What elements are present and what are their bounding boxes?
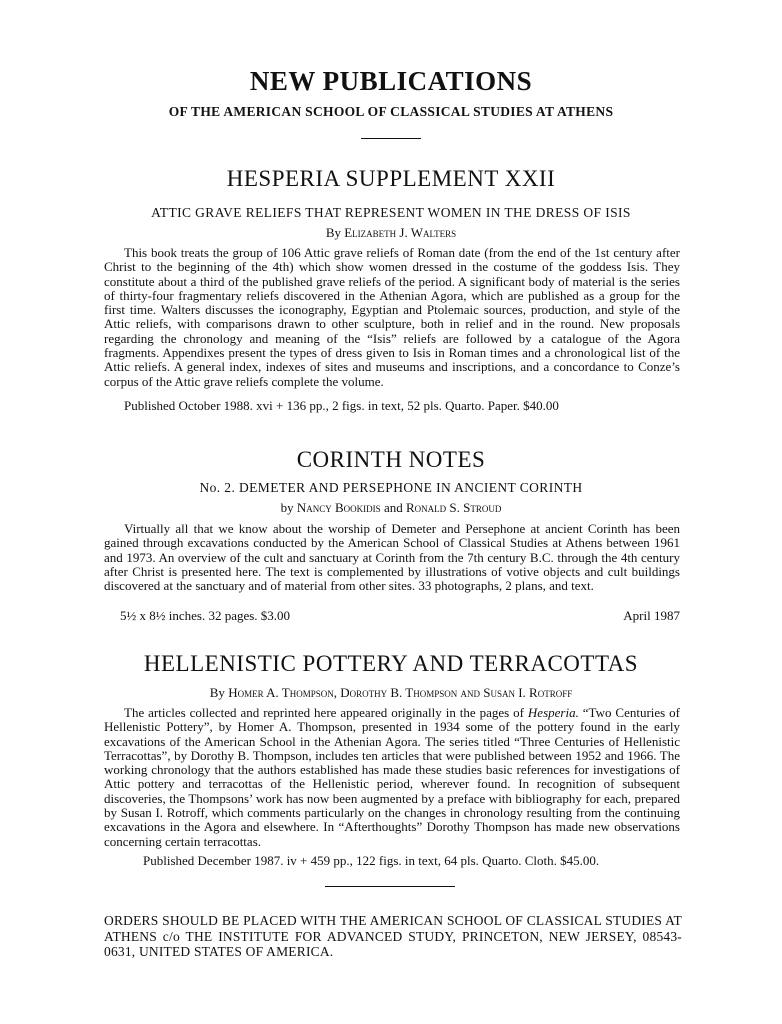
byline-prefix: By (325, 225, 341, 240)
ordering-information: ORDERS SHOULD BE PLACED WITH THE AMERICAN SCHOOL OF CLASSICAL STUDIES AT ATHENS c/o THE INSTITUTE FOR ADVANCED STUDY, PRINCETON, NEW JERSEY, 08543-0631, UNITED STATES OF AMERICA. (104, 913, 682, 959)
hesperia-publication-info: Published October 1988. xvi + 136 pp., 2 figs. in text, 52 pls. Quarto. Paper. $40.00 (124, 398, 559, 413)
byline-author-1: Nancy Bookidis (296, 500, 381, 515)
page-title: NEW PUBLICATIONS (249, 66, 533, 96)
corinth-date: April 1987 (623, 608, 680, 623)
corinth-subtitle: No. 2. DEMETER AND PERSEPHONE IN ANCIENT CORINTH (199, 480, 583, 495)
header-divider (361, 138, 421, 139)
page-subtitle: OF THE AMERICAN SCHOOL OF CLASSICAL STUDIES AT ATHENS (168, 104, 614, 119)
journal-title: Hesperia. (527, 705, 579, 720)
hesperia-description: This book treats the group of 106 Attic grave reliefs of Roman date (from the end of the 1st century after Christ to the beginning of the 4th) which show women dressed in the costume of the goddess Isis. They constitute about a third of the published grave reliefs of the period. A significant body of material is the series of thirty-four fragmentary reliefs discovered in the Athenian Agora, which are published as a group for the first time. Walters discusses the iconography, Egyptian and Ptolemaic sources, production, and style of the Attic reliefs, with comparisons drawn to other sculpture, both in relief and in the round. New proposals regarding the chronology and meaning of the “Isis” reliefs are followed by a catalogue of the Agora fragments. Appendixes present the types of dress given to Isis in Roman times and a chronological list of the Attic reliefs. A general index, indexes of sites and museums and inscriptions, and a concordance to Conze’s corpus of the Attic grave reliefs complete the volume. (104, 245, 680, 389)
footer-divider (325, 886, 455, 887)
corinth-specs: 5½ x 8½ inches. 32 pages. $3.00 (120, 608, 291, 623)
corinth-title: CORINTH NOTES (296, 447, 486, 472)
byline-authors: Elizabeth J. Walters (344, 225, 457, 240)
corinth-byline (0, 500, 782, 516)
byline-and: and (383, 500, 403, 515)
byline-prefix: By (209, 685, 225, 700)
hesperia-byline (0, 225, 782, 241)
hellenistic-byline (0, 685, 782, 701)
hellenistic-description (104, 706, 680, 849)
corinth-description: Virtually all that we know about the worship of Demeter and Persephone at ancient Corinth has been gained through excavations conducted by the American School of Classical Studies at Athens between 1961 and 1973. An overview of the cult and sanctuary at Corinth from the 7th century B.C. through the 4th century after Christ is presented here. The text is complemented by illustrations of votive objects and cult buildings discovered at the sanctuary and of material from other sites. 33 photographs, 2 plans, and text. (104, 521, 680, 594)
corinth-publication-info (120, 608, 680, 624)
byline-authors: Homer A. Thompson, Dorothy B. Thompson and Susan I. Rotroff (228, 685, 573, 700)
hesperia-subtitle: ATTIC GRAVE RELIEFS THAT REPRESENT WOMEN IN THE DRESS OF ISIS (151, 205, 631, 220)
body-text-start: The articles collected and reprinted here appeared originally in the pages of (124, 705, 528, 720)
hellenistic-title: HELLENISTIC POTTERY AND TERRACOTTAS (143, 651, 639, 676)
byline-prefix: by (280, 500, 294, 515)
hesperia-title: HESPERIA SUPPLEMENT XXII (226, 166, 556, 191)
byline-author-2: Ronald S. Stroud (405, 500, 502, 515)
hellenistic-publication-info: Published December 1987. iv + 459 pp., 122 figs. in text, 64 pls. Quarto. Cloth. $45.00. (143, 853, 600, 868)
body-text-rest: “Two Centuries of Hellenistic Pottery”, by Homer A. Thompson, presented in 1934 some of the pottery found in the early excavations of the American School in the Athenian Agora. The series titled “Three Centuries of Hellenistic Terracottas”, by Dorothy B. Thompson, includes ten articles that were published between 1952 and 1966. The working chronology that the authors established has made these studies basic references for investigations of Attic pottery and terracottas of the Hellenistic period, wherever found. In recognition of subsequent discoveries, the Thompsons’ work has now been augmented by a preface with bibliography for each, prepared by Susan I. Rotroff, which comments particularly on the changes in chronology resulting from the continuing excavations in the Agora and elsewhere. In “Afterthoughts” Dorothy Thompson has made new observations concerning certain terracottas. (104, 705, 680, 849)
